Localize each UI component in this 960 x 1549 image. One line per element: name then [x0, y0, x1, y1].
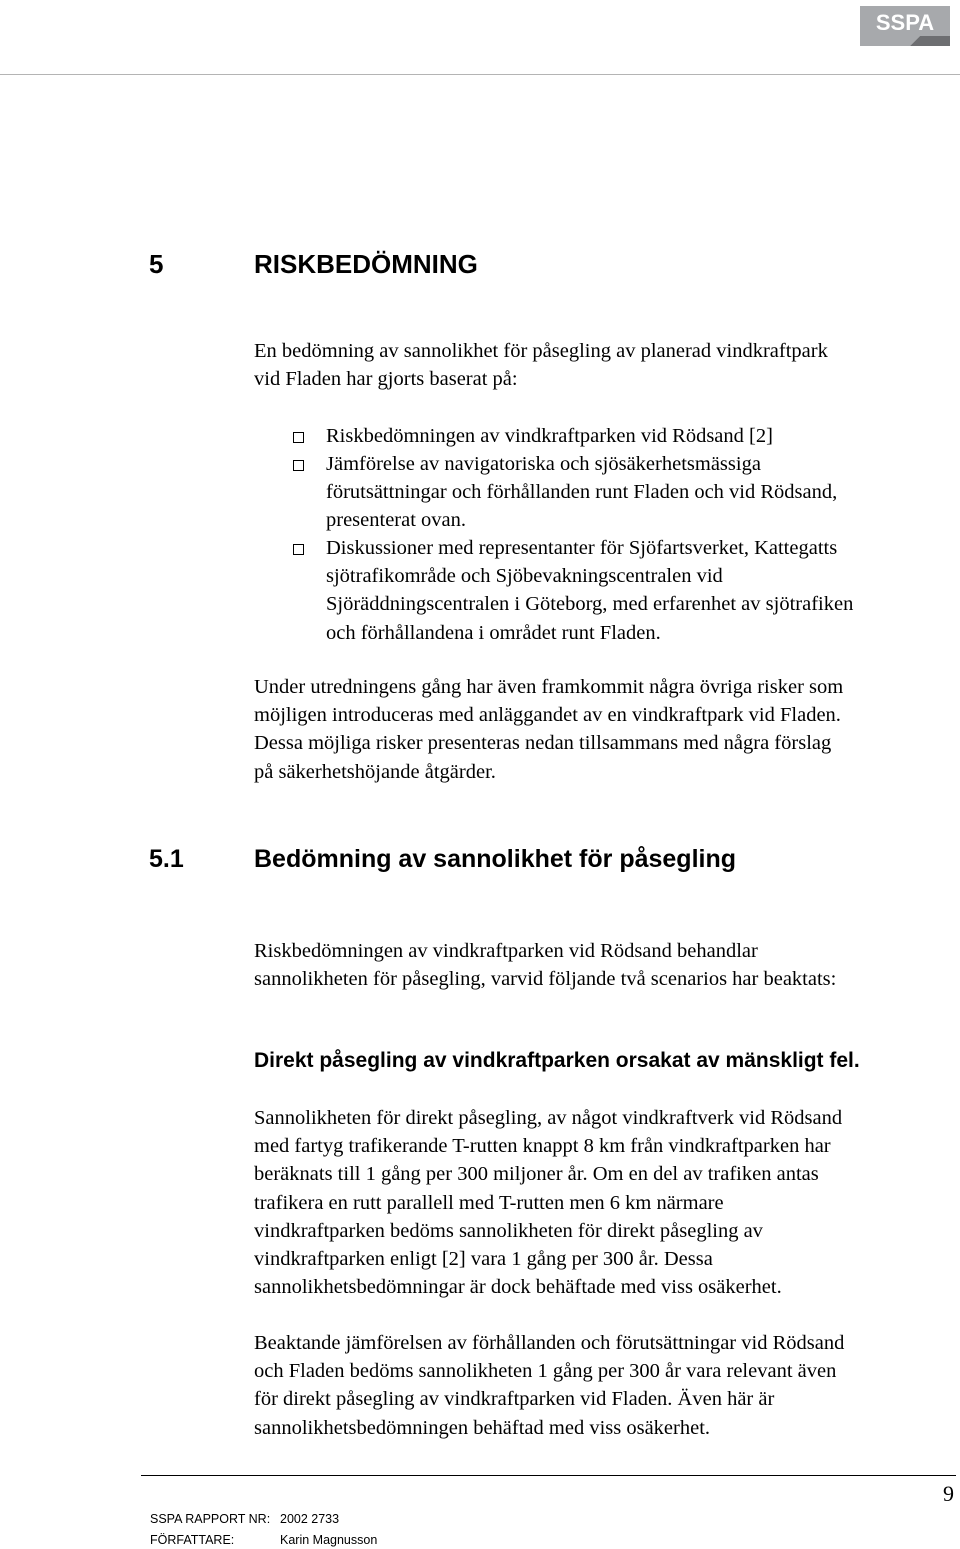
subsection-number: 5.1	[149, 845, 184, 873]
text-line: Riskbedömningen av vindkraftparken vid Rödsand behandlar	[254, 940, 758, 962]
paragraph	[254, 1104, 954, 1301]
bullet-item	[326, 534, 956, 647]
text-line: möjligen introduceras med anläggandet av en vindkraftpark vid Fladen.	[254, 704, 841, 727]
text-line: Beaktande jämförelsen av förhållanden och förutsättningar vid Rödsand	[254, 1332, 845, 1354]
text-line: och Fladen bedöms sannolikheten 1 gång per 300 år vara relevant även	[254, 1360, 837, 1383]
text-line: sjötrafikområde och Sjöbevakningscentralen vid	[326, 565, 723, 588]
bullet-item	[326, 450, 956, 535]
checkbox-bullet-icon	[293, 432, 304, 443]
paragraph	[254, 937, 954, 993]
text-line: vindkraftparken bedöms sannolikheten för direkt påsegling av	[254, 1219, 763, 1242]
text-line: beräknats till 1 gång per 300 miljoner år. Om en del av trafiken antas	[254, 1163, 819, 1186]
text-line: sannolikheten för påsegling, varvid följande två scenarios har beaktats:	[254, 968, 837, 991]
text-line: sannolikhetsbedömningen behäftad med viss osäkerhet.	[254, 1416, 711, 1439]
bullet-item	[326, 422, 956, 450]
text-line: vindkraftparken enligt [2] vara 1 gång per 300 år. Dessa	[254, 1248, 713, 1271]
report-number-label: SSPA RAPPORT NR:	[150, 1512, 271, 1526]
text-line: presenterat ovan.	[326, 509, 467, 532]
text-line: Riskbedömningen av vindkraftparken vid Rödsand [2]	[326, 425, 773, 447]
section-number: 5	[149, 249, 164, 279]
text-line: förutsättningar och förhållanden runt Fladen och vid Rödsand,	[326, 481, 838, 504]
text-line: för direkt påsegling av vindkraftparken vid Fladen. Även här är	[254, 1388, 775, 1411]
text-line: på säkerhetshöjande åtgärder.	[254, 760, 496, 783]
logo-text: SSPA	[875, 10, 935, 35]
text-line: Diskussioner med representanter för Sjöfartsverket, Kattegatts	[326, 537, 838, 559]
text-line: sannolikhetsbedömningar är dock behäftade med viss osäkerhet.	[254, 1276, 782, 1299]
header-rule	[0, 74, 960, 75]
footer-rule	[141, 1475, 956, 1476]
paragraph	[254, 673, 954, 786]
text-line: Dessa möjliga risker presenteras nedan tillsammans med några förslag	[254, 732, 832, 755]
checkbox-bullet-icon	[293, 544, 304, 555]
intro-paragraph	[254, 337, 954, 393]
section-title: RISKBEDÖMNING	[254, 249, 478, 279]
text-line: trafikera en rutt parallell med T-rutten men 6 km närmare	[254, 1191, 724, 1214]
paragraph	[254, 1329, 954, 1442]
scenario-heading: Direkt påsegling av vindkraftparken orsakat av mänskligt fel.	[254, 1049, 860, 1072]
report-number-value: 2002 2733	[280, 1512, 340, 1526]
text-line: Under utredningens gång har även framkommit några övriga risker som	[254, 676, 844, 698]
text-line: Jämförelse av navigatoriska och sjösäkerhetsmässiga	[326, 453, 761, 475]
author-value: Karin Magnusson	[280, 1533, 378, 1547]
subsection-title: Bedömning av sannolikhet för påsegling	[254, 845, 737, 873]
checkbox-bullet-icon	[293, 460, 304, 471]
text-line: Sannolikheten för direkt påsegling, av något vindkraftverk vid Rödsand	[254, 1107, 843, 1129]
text-line: med fartyg trafikerande T-rutten knappt 8 km från vindkraftparken har	[254, 1135, 831, 1158]
text-line: Sjöräddningscentralen i Göteborg, med erfarenhet av sjötrafiken	[326, 593, 854, 616]
sspa-logo	[858, 2, 952, 52]
text-line: vid Fladen har gjorts baserat på:	[254, 368, 518, 391]
page-number: 9	[943, 1481, 954, 1506]
text-line: och förhållandena i området runt Fladen.	[326, 621, 661, 644]
text-line: En bedömning av sannolikhet för påsegling av planerad vindkraftpark	[254, 340, 828, 362]
author-label: FÖRFATTARE:	[150, 1533, 235, 1547]
